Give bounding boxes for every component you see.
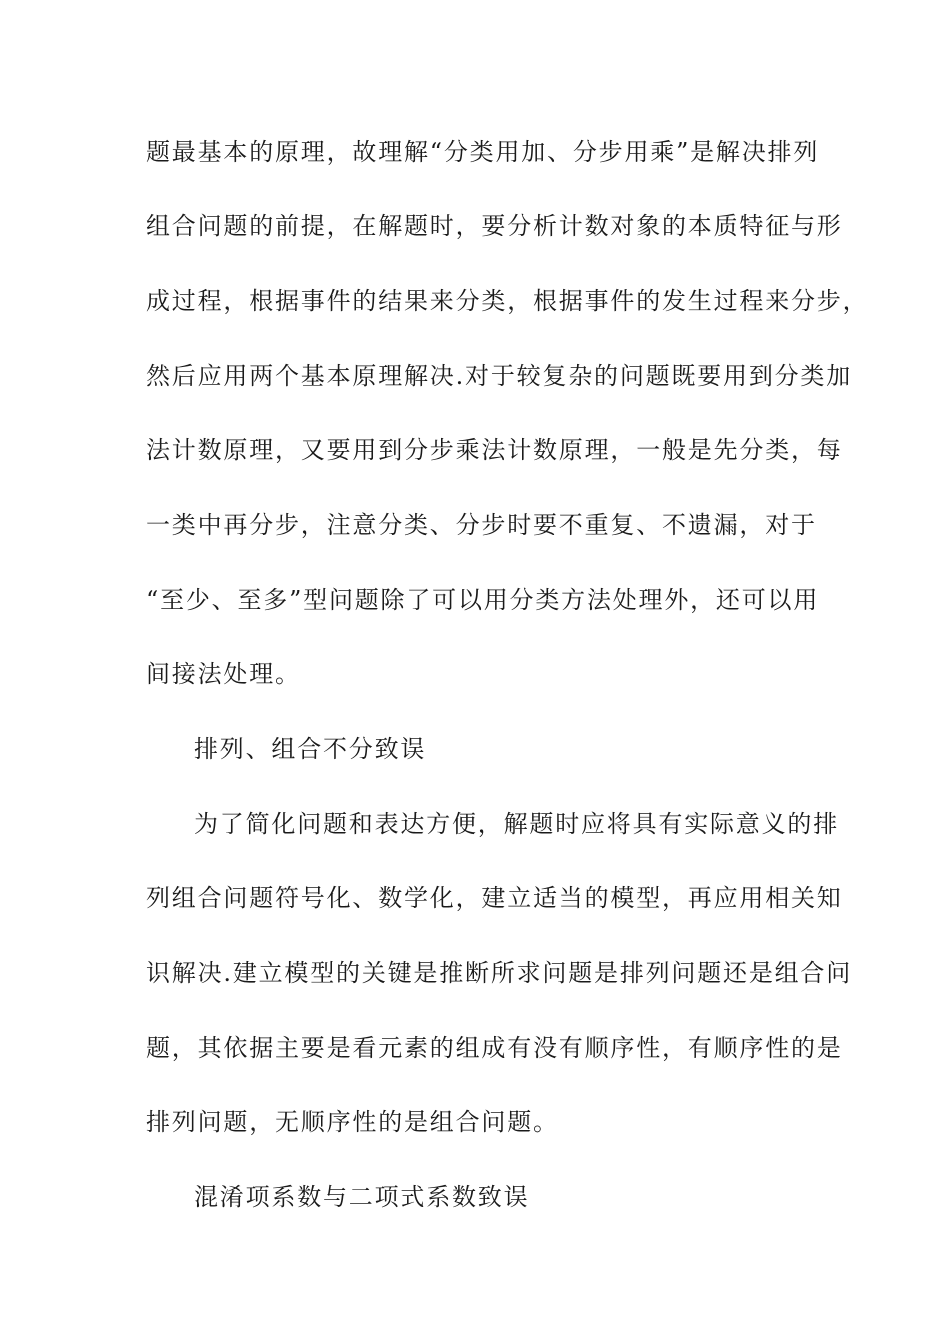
paragraph-line: 一类中再分步，注意分类、分步时要不重复、不遗漏，对于: [146, 511, 817, 539]
paragraph-line: 法计数原理，又要用到分步乘法计数原理，一般是先分类，每: [146, 436, 843, 464]
section-heading: 混淆项系数与二项式系数致误: [194, 1183, 530, 1211]
paragraph-line: “至少、至多”型问题除了可以用分类方法处理外，还可以用: [146, 586, 820, 614]
paragraph-line: 为了简化问题和表达方便，解题时应将具有实际意义的排: [194, 810, 839, 838]
paragraph-line: 成过程，根据事件的结果来分类，根据事件的发生过程来分步，: [146, 287, 869, 315]
paragraph-line: 组合问题的前提，在解题时，要分析计数对象的本质特征与形: [146, 212, 843, 240]
paragraph-line: 识解决.建立模型的关键是推断所求问题是排列问题还是组合问: [146, 959, 853, 987]
section-heading: 排列、组合不分致误: [194, 735, 427, 763]
paragraph-line: 题，其依据主要是看元素的组成有没有顺序性，有顺序性的是: [146, 1034, 843, 1062]
paragraph-line: 排列问题，无顺序性的是组合问题。: [146, 1108, 559, 1136]
paragraph-line: 列组合问题符号化、数学化，建立适当的模型，再应用相关知: [146, 884, 843, 912]
paragraph-line: 题最基本的原理，故理解“分类用加、分步用乘”是解决排列: [146, 138, 820, 166]
paragraph-line: 间接法处理。: [146, 660, 301, 688]
paragraph-line: 然后应用两个基本原理解决.对于较复杂的问题既要用到分类加: [146, 362, 853, 390]
